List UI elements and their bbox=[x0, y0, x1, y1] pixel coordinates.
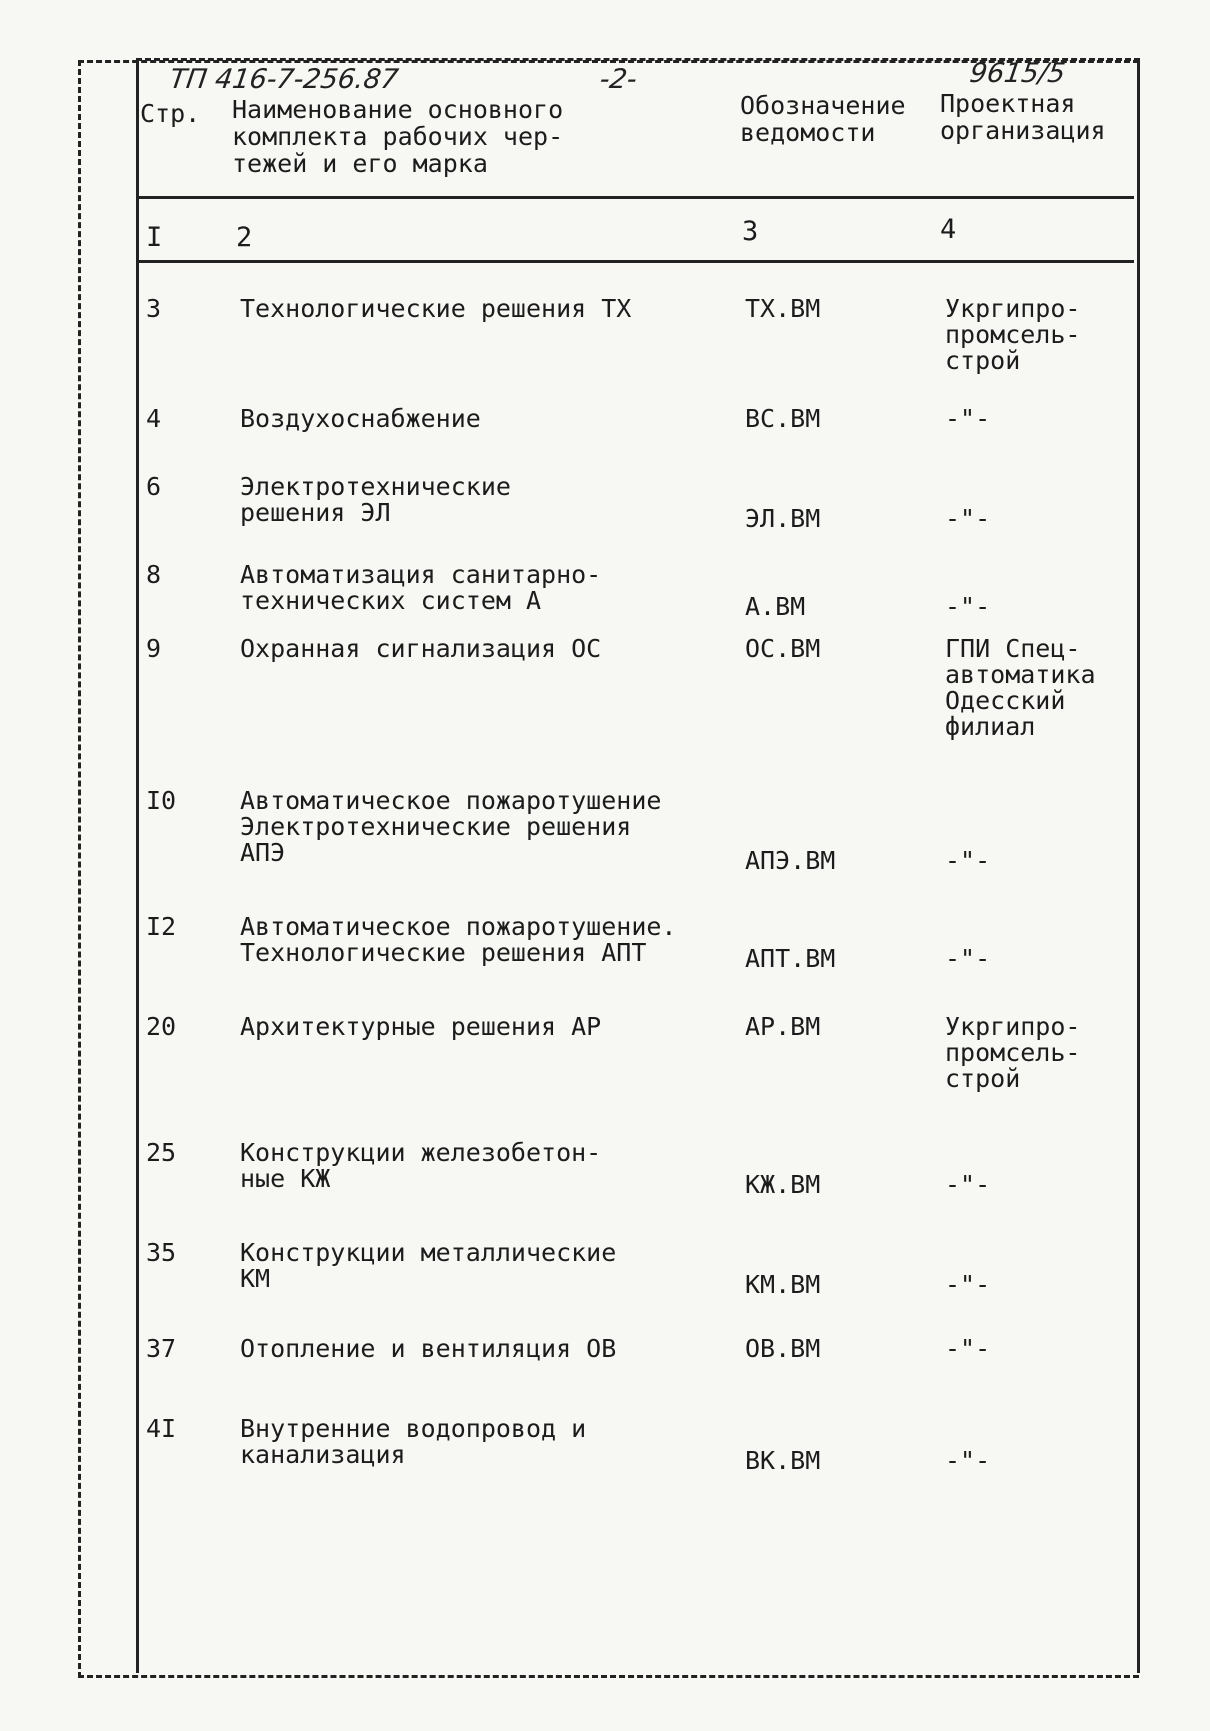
header-code: Обозначение ведомости bbox=[740, 91, 906, 147]
row-org: Укргипро- промсель- строй bbox=[945, 1012, 1081, 1093]
row-page: 8 bbox=[146, 560, 162, 589]
sheet-ref-handwritten: 9615/5 bbox=[967, 58, 1068, 89]
row-code: КМ.ВМ bbox=[745, 1270, 821, 1299]
header-rule-bottom bbox=[138, 260, 1134, 263]
row-code: АПТ.ВМ bbox=[745, 944, 836, 973]
row-page: 37 bbox=[146, 1334, 177, 1363]
row-org: -"- bbox=[945, 592, 991, 621]
row-org: -"- bbox=[945, 504, 991, 533]
row-name: Архитектурные решения АР bbox=[240, 1012, 602, 1041]
row-page: 35 bbox=[146, 1238, 177, 1267]
row-page: 3 bbox=[146, 294, 162, 323]
row-name: Охранная сигнализация ОС bbox=[240, 634, 602, 663]
row-code: КЖ.ВМ bbox=[745, 1170, 821, 1199]
row-page: 9 bbox=[146, 634, 162, 663]
row-page: 25 bbox=[146, 1138, 177, 1167]
row-org: Укргипро- промсель- строй bbox=[945, 294, 1081, 375]
row-code: ОС.ВМ bbox=[745, 634, 821, 663]
row-page: 4I bbox=[146, 1414, 177, 1443]
row-org: -"- bbox=[945, 1446, 991, 1475]
row-org: -"- bbox=[945, 1170, 991, 1199]
row-page: I0 bbox=[146, 786, 177, 815]
row-name: Автоматическое пожаротушение. Технологические решения АПТ bbox=[240, 912, 677, 967]
header-name: Наименование основного комплекта рабочих чер- тежей и его марка bbox=[232, 95, 564, 178]
row-code: А.ВМ bbox=[745, 592, 806, 621]
row-name: Автоматизация санитарно- технических систем А bbox=[240, 560, 602, 615]
row-name: Электротехнические решения ЭЛ bbox=[240, 472, 511, 527]
row-code: ВК.ВМ bbox=[745, 1446, 821, 1475]
row-org: -"- bbox=[945, 404, 991, 433]
row-name: Внутренние водопровод и канализация bbox=[240, 1414, 587, 1469]
doc-code-handwritten: ТП 416-7-256.87 bbox=[167, 64, 401, 95]
header-rule-top bbox=[138, 196, 1134, 199]
row-page: I2 bbox=[146, 912, 177, 941]
row-org: ГПИ Спец- автоматика Одесский филиал bbox=[945, 634, 1096, 741]
row-page: 4 bbox=[146, 404, 162, 433]
row-org: -"- bbox=[945, 846, 991, 875]
column-number-2: 2 bbox=[236, 222, 253, 253]
row-name: Технологические решения ТХ bbox=[240, 294, 632, 323]
row-code: ТХ.ВМ bbox=[745, 294, 821, 323]
row-code: АПЭ.ВМ bbox=[745, 846, 836, 875]
column-number-4: 4 bbox=[940, 214, 957, 245]
column-number-3: 3 bbox=[742, 216, 759, 247]
row-org: -"- bbox=[945, 944, 991, 973]
row-name: Конструкции железобетон- ные КЖ bbox=[240, 1138, 602, 1193]
row-name: Отопление и вентиляция ОВ bbox=[240, 1334, 617, 1363]
row-org: -"- bbox=[945, 1270, 991, 1299]
row-name: Воздухоснабжение bbox=[240, 404, 481, 433]
row-name: Конструкции металлические КМ bbox=[240, 1238, 617, 1293]
row-code: ЭЛ.ВМ bbox=[745, 504, 821, 533]
row-code: ОВ.ВМ bbox=[745, 1334, 821, 1363]
row-code: ВС.ВМ bbox=[745, 404, 821, 433]
page-mark-handwritten: -2- bbox=[597, 64, 639, 95]
row-code: АР.ВМ bbox=[745, 1012, 821, 1041]
row-name: Автоматическое пожаротушение Электротехнические решения АПЭ bbox=[240, 786, 662, 867]
header-org: Проектная организация bbox=[940, 89, 1106, 145]
column-number-1: I bbox=[146, 222, 163, 253]
row-org: -"- bbox=[945, 1334, 991, 1363]
row-page: 6 bbox=[146, 472, 162, 501]
header-page: Стр. bbox=[140, 99, 201, 128]
row-page: 20 bbox=[146, 1012, 177, 1041]
